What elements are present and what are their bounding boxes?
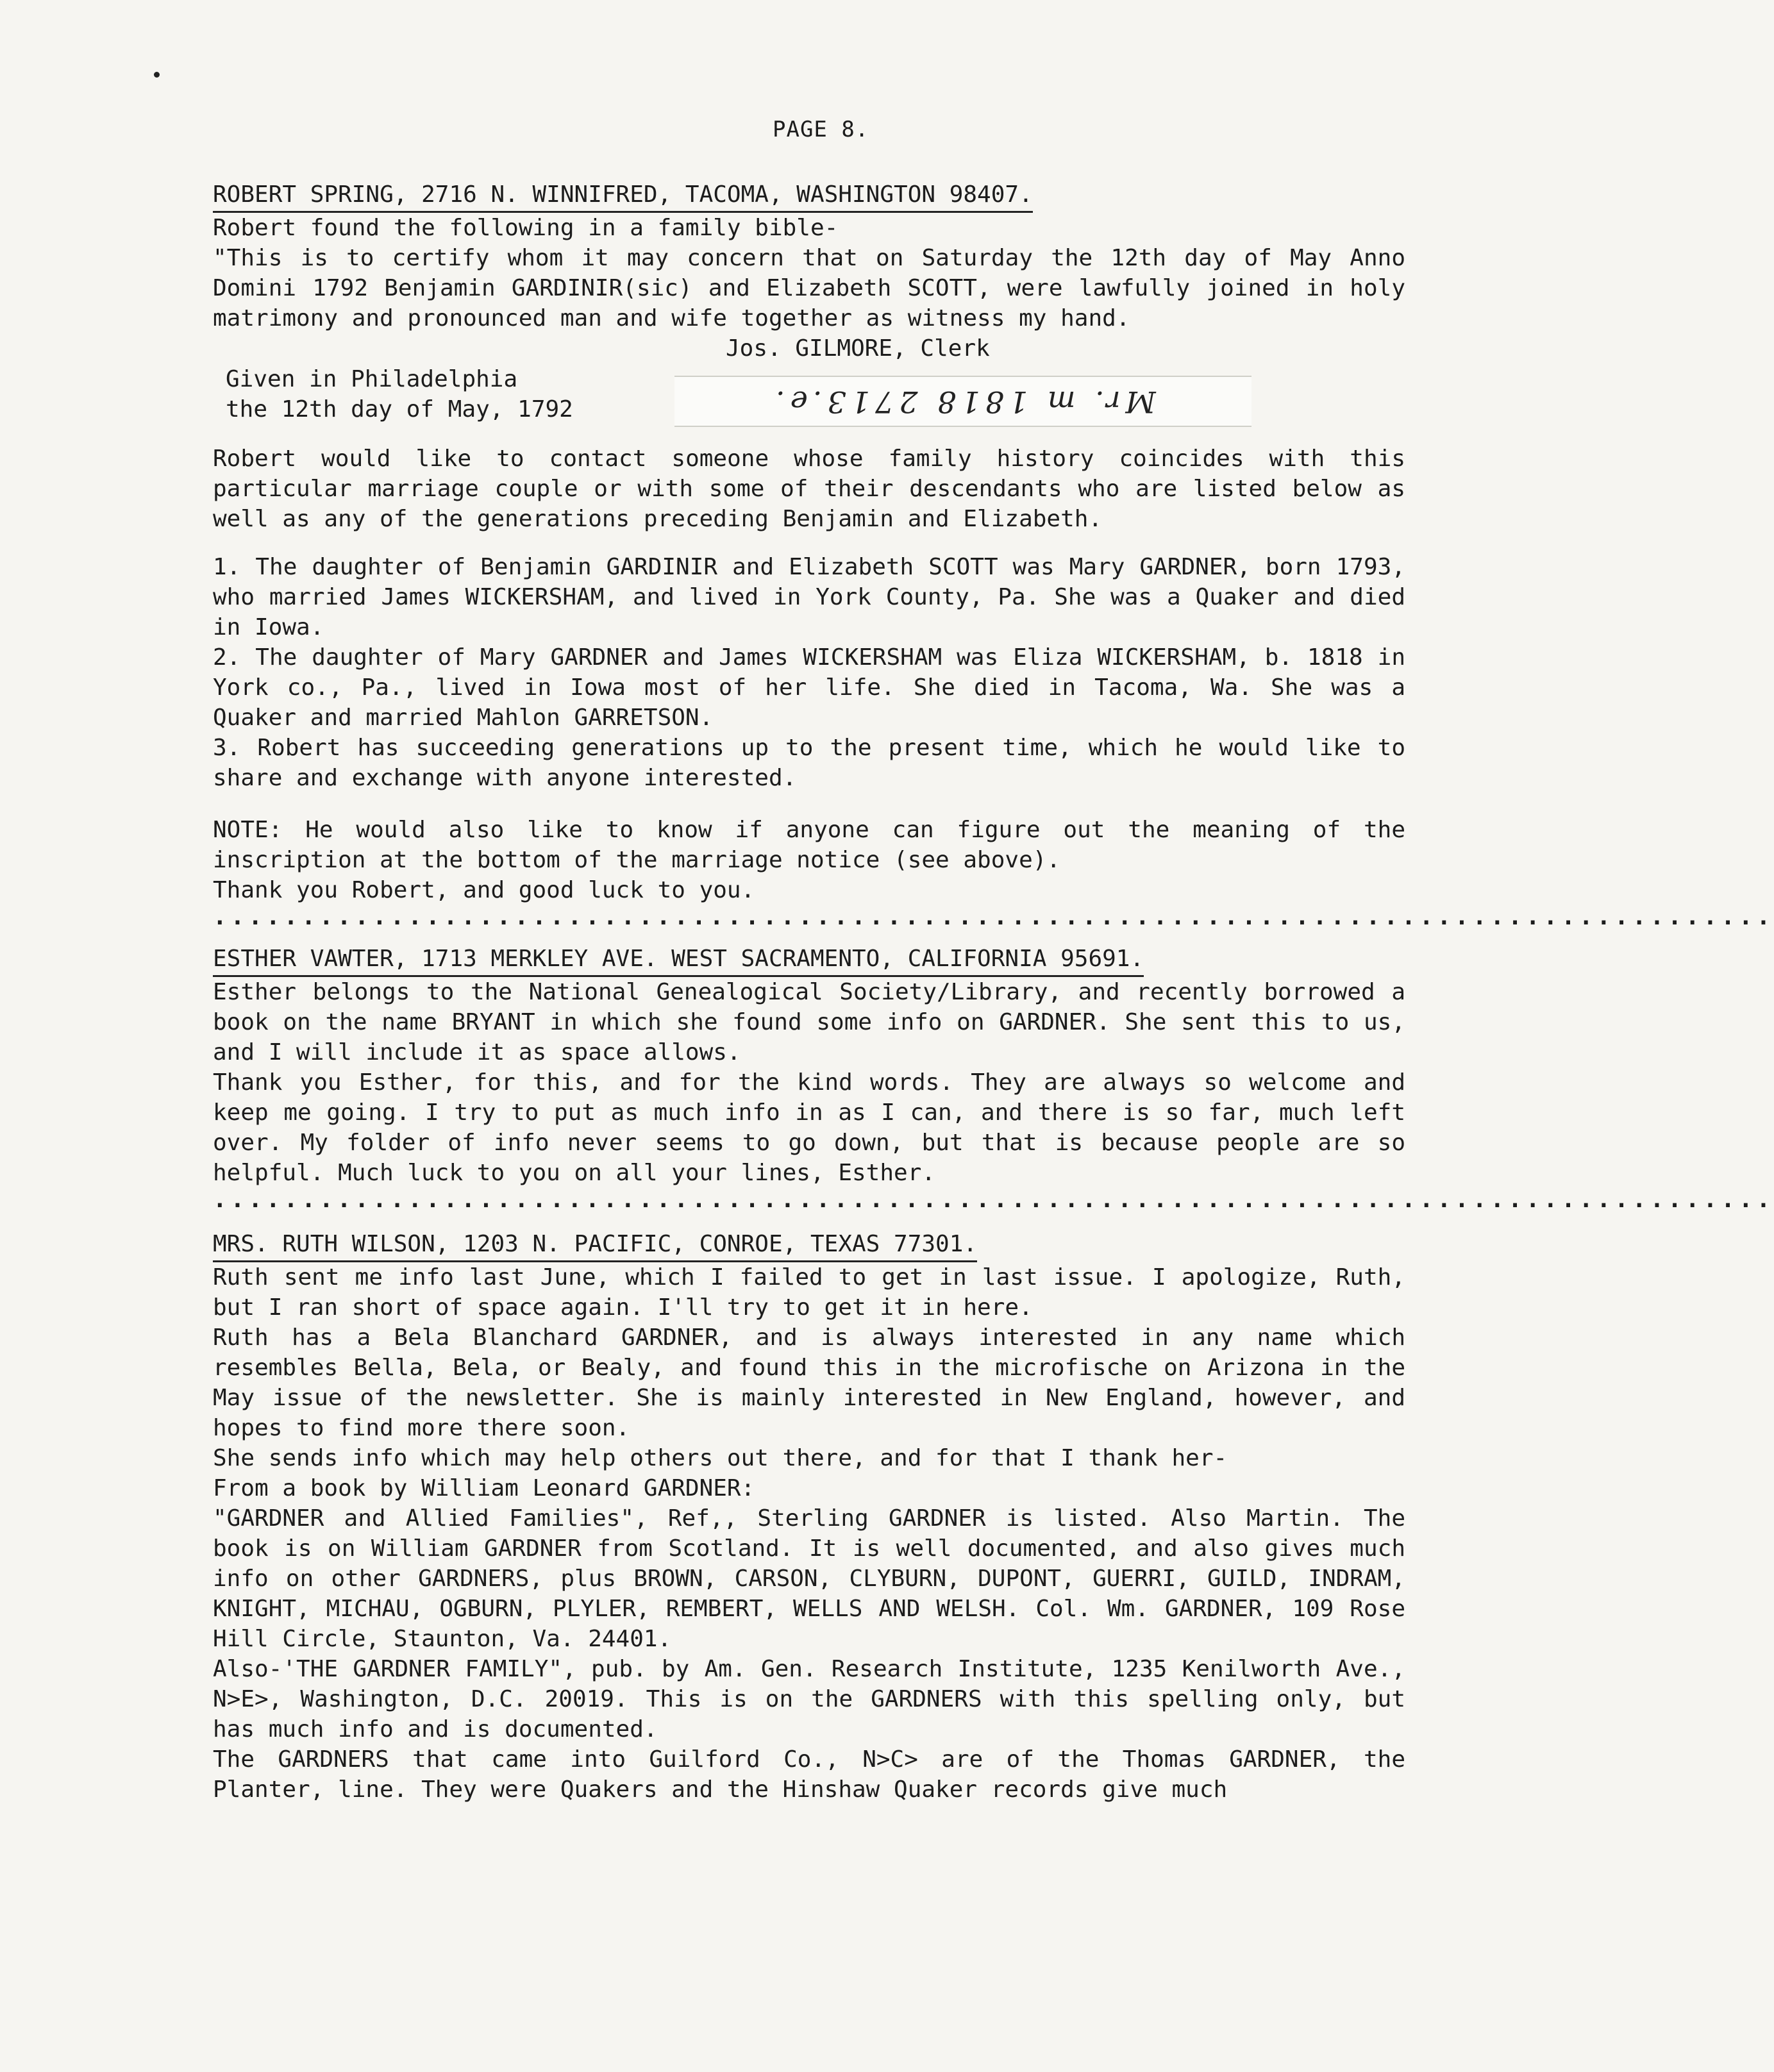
section-heading-esther-vawter: ESTHER VAWTER, 1713 MERKLEY AVE. WEST SACRAMENTO, CALIFORNIA 95691. (213, 944, 1144, 977)
clerk-signature-row (213, 333, 1405, 364)
stray-mark (154, 72, 160, 78)
dotted-separator: ........................................................................................ (213, 1187, 1774, 1213)
ruth-paragraph-7: The GARDNERS that came into Guilford Co., N>C> are of the Thomas GARDNER, the Planter, line. They were Quakers and the Hinshaw Quaker records give much (213, 1746, 1405, 1803)
esther-paragraph-2: Thank you Esther, for this, and for the kind words. They are always so welcome and keep me going. I try to put as much info in as I can, and there is so far, much left over. My folder of info never seems to go down, but that is because people are so helpful. Much luck to you on all your lines, Esther. (213, 1069, 1405, 1186)
main-column (213, 180, 1774, 1805)
section-heading-robert-spring: ROBERT SPRING, 2716 N. WINNIFRED, TACOMA, WASHINGTON 98407. (213, 180, 1033, 213)
page-number: PAGE 8. (773, 117, 869, 142)
ruth-paragraph-2: Ruth has a Bela Blanchard GARDNER, and is always interested in any name which resembles Bella, Bela, or Bealy, and found this in the microfische on Arizona in the May issue of the newsletter. She is mainly interested in New England, however, and hopes to find more there soon. (213, 1324, 1405, 1441)
given-line-date: the 12th day of May, 1792 (226, 396, 573, 422)
thanks-line: Thank you Robert, and good luck to you. (213, 877, 755, 903)
clerk-signature: Jos. GILMORE, Clerk (726, 335, 990, 362)
given-line-place: Given in Philadelphia (226, 366, 518, 392)
intro-text: Robert found the following in a family bible- (213, 215, 839, 241)
ruth-paragraph-6: Also-'THE GARDNER FAMILY", pub. by Am. Gen. Research Institute, 1235 Kenilworth Ave., N>E>, Washington, D.C. 20019. This is on the GARDNERS with this spelling only, but has much info and is documented. (213, 1656, 1405, 1742)
dotted-separator: ........................................................................................ (213, 904, 1774, 930)
ruth-paragraph-3: She sends info which may help others out there, and for that I thank her- (213, 1445, 1228, 1471)
note-paragraph: NOTE: He would also like to know if anyone can figure out the meaning of the inscription at the bottom of the marriage notice (see above). (213, 817, 1405, 873)
generation-item-2: 2. The daughter of Mary GARDNER and James WICKERSHAM was Eliza WICKERSHAM, b. 1818 in York co., Pa., lived in Iowa most of her life. She died in Tacoma, Wa. She was a Quaker and married Mahlon GARRETSON. (213, 644, 1405, 731)
section-heading-ruth-wilson: MRS. RUTH WILSON, 1203 N. PACIFIC, CONROE, TEXAS 77301. (213, 1229, 977, 1262)
inscription-text: Mr. m 1818 2713.e. (770, 384, 1156, 419)
generation-item-1: 1. The daughter of Benjamin GARDINIR and Elizabeth SCOTT was Mary GARDNER, born 1793, who married James WICKERSHAM, and lived in York County, Pa. She was a Quaker and died in Iowa. (213, 554, 1405, 640)
ruth-paragraph-5: "GARDNER and Allied Families", Ref,, Sterling GARDNER is listed. Also Martin. The book is on William GARDNER from Scotland. It is well documented, and also gives much info on other GARDNERS, plus BROWN, CARSON, CLYBURN, DUPONT, GUERRI, GUILD, INDRAM, KNIGHT, MICHAU, OGBURN, PLYLER, REMBERT, WELLS AND WELSH. Col. Wm. GARDNER, 109 Rose Hill Circle, Staunton, Va. 24401. (213, 1505, 1405, 1652)
given-lines (226, 364, 573, 424)
ruth-paragraph-1: Ruth sent me info last June, which I failed to get in last issue. I apologize, Ruth, but I ran short of space again. I'll try to get it in here. (213, 1264, 1405, 1321)
generation-item-3: 3. Robert has succeeding generations up to the present time, which he would like to share and exchange with anyone interested. (213, 735, 1405, 791)
esther-paragraph-1: Esther belongs to the National Genealogical Society/Library, and recently borrowed a book on the name BRYANT in which she found some info on GARDNER. She sent this to us, and I will include it as space allows. (213, 979, 1405, 1065)
bible-quote: "This is to certify whom it may concern that on Saturday the 12th day of May Anno Domini 1792 Benjamin GARDINIR(sic) and Elizabeth SCOTT, were lawfully joined in holy matrimony and pronounced man and wife together as witness my hand. (213, 245, 1405, 331)
given-block (213, 364, 1405, 428)
inscription-strip (674, 376, 1251, 427)
contact-paragraph: Robert would like to contact someone whose family history coincides with this particular marriage couple or with some of their descendants who are listed below as well as any of the generations preceding Benjamin and Elizabeth. (213, 446, 1405, 532)
ruth-paragraph-4: From a book by William Leonard GARDNER: (213, 1475, 755, 1501)
